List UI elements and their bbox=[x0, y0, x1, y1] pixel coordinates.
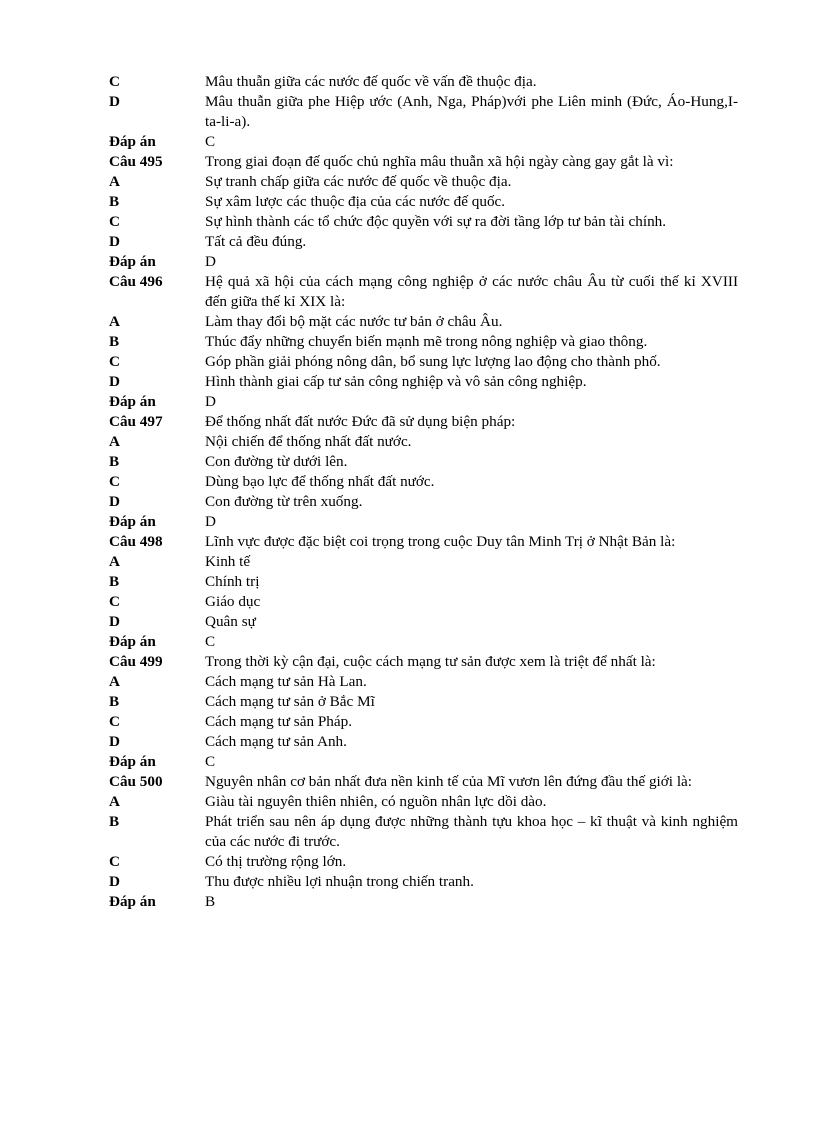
option-row bbox=[0, 852, 816, 872]
option-text: Kinh tế bbox=[205, 553, 251, 570]
option-text: Con đường từ dưới lên. bbox=[205, 453, 348, 470]
answer-row bbox=[0, 132, 816, 152]
answer-text: C bbox=[205, 753, 216, 770]
option-label: C bbox=[109, 213, 120, 230]
option-row bbox=[0, 372, 816, 392]
option-label: B bbox=[109, 333, 120, 350]
option-text: Làm thay đổi bộ mặt các nước tư bản ở châu Âu. bbox=[205, 313, 503, 330]
question-text: Trong thời kỳ cận đại, cuộc cách mạng tư sản được xem là triệt để nhất là: bbox=[205, 653, 656, 670]
question-text: Lĩnh vực được đặc biệt coi trọng trong cuộc Duy tân Minh Trị ở Nhật Bản là: bbox=[205, 533, 676, 550]
option-text: Sự hình thành các tổ chức độc quyền với sự ra đời tầng lớp tư bản tài chính. bbox=[205, 213, 667, 230]
option-text: Cách mạng tư sản Pháp. bbox=[205, 713, 353, 730]
answer-text: D bbox=[205, 393, 216, 410]
option-row bbox=[0, 352, 816, 372]
option-text: Phát triển sau nên áp dụng được những thành tựu khoa học – kĩ thuật và kinh nghiệm của các nước đi trước. bbox=[205, 813, 738, 850]
option-row bbox=[0, 812, 816, 852]
option-label: B bbox=[109, 573, 120, 590]
question-row bbox=[0, 772, 816, 792]
answer-row bbox=[0, 512, 816, 532]
option-row bbox=[0, 172, 816, 192]
answer-text: C bbox=[205, 133, 216, 150]
question-row bbox=[0, 272, 816, 312]
option-row bbox=[0, 72, 816, 92]
option-label: C bbox=[109, 593, 120, 610]
option-label: B bbox=[109, 453, 120, 470]
option-row bbox=[0, 432, 816, 452]
option-text: Dùng bạo lực để thống nhất đất nước. bbox=[205, 473, 435, 490]
option-label: B bbox=[109, 813, 120, 830]
option-label: A bbox=[109, 313, 120, 330]
question-row bbox=[0, 152, 816, 172]
option-text: Góp phần giải phóng nông dân, bổ sung lực lượng lao động cho thành phố. bbox=[205, 353, 661, 370]
answer-row bbox=[0, 252, 816, 272]
question-text: Để thống nhất đất nước Đức đã sử dụng biện pháp: bbox=[205, 413, 516, 430]
question-row bbox=[0, 652, 816, 672]
option-label: C bbox=[109, 473, 120, 490]
answer-label: Đáp án bbox=[109, 253, 156, 270]
option-row bbox=[0, 212, 816, 232]
option-row bbox=[0, 672, 816, 692]
option-text: Hình thành giai cấp tư sản công nghiệp và vô sản công nghiệp. bbox=[205, 373, 587, 390]
option-row bbox=[0, 312, 816, 332]
document-page bbox=[0, 72, 816, 912]
option-label: D bbox=[109, 873, 120, 890]
option-text: Có thị trường rộng lớn. bbox=[205, 853, 347, 870]
question-row bbox=[0, 412, 816, 432]
option-label: D bbox=[109, 373, 120, 390]
option-text: Thúc đẩy những chuyển biến mạnh mẽ trong nông nghiệp và giao thông. bbox=[205, 333, 648, 350]
answer-text: C bbox=[205, 633, 216, 650]
answer-text: B bbox=[205, 893, 216, 910]
question-row bbox=[0, 532, 816, 552]
option-row bbox=[0, 572, 816, 592]
answer-label: Đáp án bbox=[109, 753, 156, 770]
answer-text: D bbox=[205, 253, 216, 270]
option-label: A bbox=[109, 173, 120, 190]
option-label: C bbox=[109, 353, 120, 370]
option-row bbox=[0, 92, 816, 132]
option-text: Cách mạng tư sản Hà Lan. bbox=[205, 673, 367, 690]
answer-label: Đáp án bbox=[109, 633, 156, 650]
answer-row bbox=[0, 752, 816, 772]
option-row bbox=[0, 472, 816, 492]
option-row bbox=[0, 612, 816, 632]
option-row bbox=[0, 792, 816, 812]
option-text: Cách mạng tư sản Anh. bbox=[205, 733, 347, 750]
option-text: Giàu tài nguyên thiên nhiên, có nguồn nhân lực dồi dào. bbox=[205, 793, 547, 810]
option-row bbox=[0, 732, 816, 752]
question-label: Câu 498 bbox=[109, 533, 163, 550]
option-label: B bbox=[109, 193, 120, 210]
question-text: Hệ quả xã hội của cách mạng công nghiệp ở các nước châu Âu từ cuối thế kỉ XVIII đến giữa thế kỉ XIX là: bbox=[205, 273, 738, 310]
option-row bbox=[0, 232, 816, 252]
option-row bbox=[0, 692, 816, 712]
option-label: D bbox=[109, 613, 120, 630]
option-label: A bbox=[109, 433, 120, 450]
option-row bbox=[0, 592, 816, 612]
option-label: D bbox=[109, 233, 120, 250]
option-row bbox=[0, 452, 816, 472]
option-label: A bbox=[109, 793, 120, 810]
option-text: Giáo dục bbox=[205, 593, 261, 610]
option-label: C bbox=[109, 713, 120, 730]
answer-label: Đáp án bbox=[109, 893, 156, 910]
answer-label: Đáp án bbox=[109, 133, 156, 150]
question-label: Câu 497 bbox=[109, 413, 163, 430]
answer-row bbox=[0, 632, 816, 652]
answer-row bbox=[0, 392, 816, 412]
question-label: Câu 495 bbox=[109, 153, 163, 170]
option-text: Sự xâm lược các thuộc địa của các nước đế quốc. bbox=[205, 193, 506, 210]
option-text: Con đường từ trên xuống. bbox=[205, 493, 363, 510]
question-label: Câu 500 bbox=[109, 773, 163, 790]
option-text: Nội chiến để thống nhất đất nước. bbox=[205, 433, 412, 450]
option-text: Chính trị bbox=[205, 573, 260, 590]
question-text: Nguyên nhân cơ bản nhất đưa nền kinh tế của Mĩ vươn lên đứng đầu thế giới là: bbox=[205, 773, 693, 790]
option-row bbox=[0, 872, 816, 892]
option-label: D bbox=[109, 733, 120, 750]
option-text: Sự tranh chấp giữa các nước đế quốc về thuộc địa. bbox=[205, 173, 512, 190]
option-text: Cách mạng tư sản ở Bắc Mĩ bbox=[205, 693, 375, 710]
option-text: Mâu thuẫn giữa các nước đế quốc về vấn đề thuộc địa. bbox=[205, 73, 537, 90]
option-text: Mâu thuẫn giữa phe Hiệp ước (Anh, Nga, Pháp)với phe Liên minh (Đức, Áo-Hung,I-ta-li-a). bbox=[205, 93, 738, 130]
option-label: A bbox=[109, 553, 120, 570]
option-text: Thu được nhiều lợi nhuận trong chiến tranh. bbox=[205, 873, 474, 890]
answer-row bbox=[0, 892, 816, 912]
option-text: Quân sự bbox=[205, 613, 256, 630]
option-row bbox=[0, 712, 816, 732]
question-label: Câu 496 bbox=[109, 273, 163, 290]
option-label: C bbox=[109, 853, 120, 870]
option-label: C bbox=[109, 73, 120, 90]
answer-text: D bbox=[205, 513, 216, 530]
option-label: D bbox=[109, 93, 120, 110]
option-row bbox=[0, 492, 816, 512]
option-row bbox=[0, 192, 816, 212]
option-text: Tất cả đều đúng. bbox=[205, 233, 307, 250]
option-label: B bbox=[109, 693, 120, 710]
answer-label: Đáp án bbox=[109, 513, 156, 530]
answer-label: Đáp án bbox=[109, 393, 156, 410]
option-label: A bbox=[109, 673, 120, 690]
option-label: D bbox=[109, 493, 120, 510]
question-text: Trong giai đoạn đế quốc chủ nghĩa mâu thuẫn xã hội ngày càng gay gắt là vì: bbox=[205, 153, 674, 170]
option-row bbox=[0, 332, 816, 352]
option-row bbox=[0, 552, 816, 572]
question-label: Câu 499 bbox=[109, 653, 163, 670]
